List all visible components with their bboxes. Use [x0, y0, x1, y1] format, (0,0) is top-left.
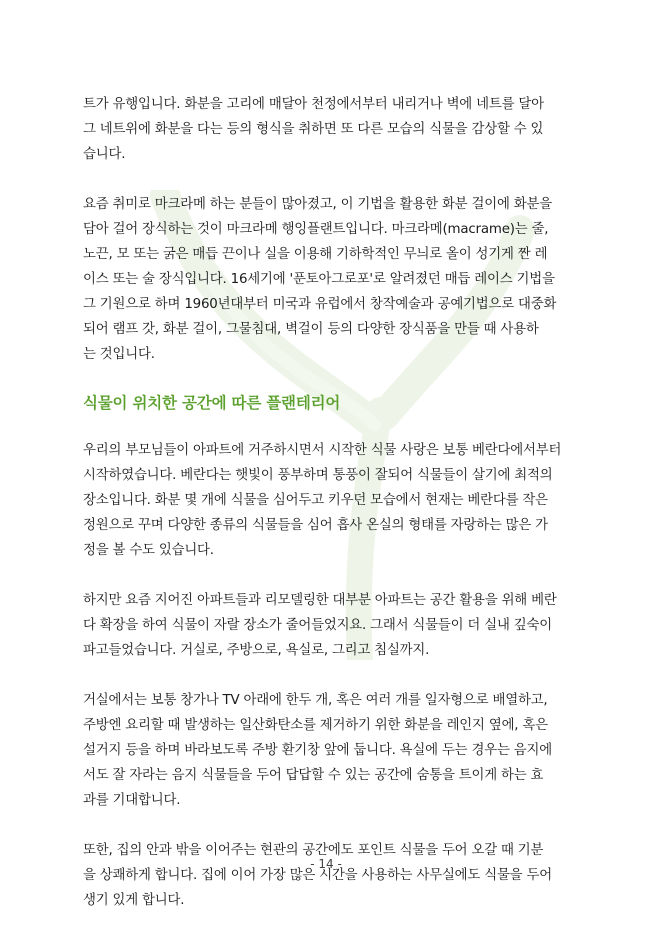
text-line: 되어 램프 갓, 화분 걸이, 그물침대, 벽걸이 등의 다양한 장식품을 만들 때 사용하 — [83, 322, 539, 337]
text-line: 정원으로 꾸며 다양한 종류의 식물들을 심어 흡사 온실의 형태를 자랑하는 많은 가 — [83, 518, 548, 533]
document-body — [83, 92, 573, 938]
text-line: 요즘 취미로 마크라메 하는 분들이 많아졌고, 이 기법을 활용한 화분 걸이에 화분을 — [83, 197, 552, 212]
paragraph — [83, 688, 573, 813]
page-number: - 14 - — [310, 857, 342, 871]
paragraph — [83, 838, 573, 913]
bottom-paragraphs — [83, 438, 573, 913]
text-line: 또한, 집의 안과 밖을 이어주는 현관의 공간에도 포인트 식물을 두어 오갈 때 기분 — [83, 843, 544, 858]
paragraph — [83, 92, 573, 167]
paragraph — [83, 588, 573, 663]
text-line: 시작하였습니다. 베란다는 햇빛이 풍부하며 통풍이 잘되어 식물들이 살기에 최적의 — [83, 468, 553, 483]
text-line: 과를 기대합니다. — [83, 793, 181, 808]
text-line: 거실에서는 보통 창가나 TV 아래에 한두 개, 혹은 여러 개를 일자형으로 배열하고, — [83, 693, 548, 708]
text-line: 습니다. — [83, 147, 126, 162]
text-line: 이스 또는 술 장식입니다. 16세기에 '푼토아그로포'로 알려졌던 매듭 레이스 기법을 — [83, 272, 555, 287]
text-line: 을 상쾌하게 합니다. 집에 이어 가장 많은 시간을 사용하는 사무실에도 식물을 두어 — [83, 868, 552, 883]
text-line: 그 네트위에 화분을 다는 등의 형식을 취하면 또 다른 모습의 식물을 감상할 수 있 — [83, 122, 544, 137]
text-line: 는 것입니다. — [83, 347, 155, 362]
paragraph — [83, 438, 573, 563]
text-line: 설거지 등을 하며 바라보도록 주방 환기창 앞에 둡니다. 욕실에 두는 경우는 음지에 — [83, 743, 552, 758]
section-heading: 식물이 위치한 공간에 따른 플랜테리어 — [83, 394, 341, 412]
text-line: 그 기원으로 하며 1960년대부터 미국과 유럽에서 창작예술과 공예기법으로 대중화 — [83, 297, 557, 312]
top-paragraphs — [83, 92, 573, 367]
text-line: 서도 잘 자라는 음지 식물들을 두어 답답할 수 있는 공간에 숨통을 트이게 하는 효 — [83, 768, 544, 783]
text-line: 정을 볼 수도 있습니다. — [83, 543, 214, 558]
text-line: 파고들었습니다. 거실로, 주방으로, 욕실로, 그리고 침실까지. — [83, 643, 430, 658]
text-line: 다 확장을 하여 식물이 자랄 장소가 줄어들었지요. 그래서 식물들이 더 실내 깊숙이 — [83, 618, 552, 633]
paragraph — [83, 192, 573, 367]
text-line: 트가 유행입니다. 화분을 고리에 매달아 천정에서부터 내리거나 벽에 네트를 달아 — [83, 97, 544, 112]
text-line: 하지만 요즘 지어진 아파트들과 리모델링한 대부분 아파트는 공간 활용을 위해 베란 — [83, 593, 557, 608]
text-line: 주방엔 요리할 때 발생하는 일산화탄소를 제거하기 위한 화분을 레인지 옆에, 혹은 — [83, 718, 548, 733]
text-line: 장소입니다. 화분 몇 개에 식물을 심어두고 키우던 모습에서 현재는 베란다를 작은 — [83, 493, 548, 508]
text-line: 생기 있게 합니다. — [83, 893, 185, 908]
text-line: 우리의 부모님들이 아파트에 거주하시면서 시작한 식물 사랑은 보통 베란다에서부터 — [83, 443, 562, 458]
text-line: 노끈, 모 또는 굵은 매듭 끈이나 실을 이용해 기하학적인 무늬로 올이 성기게 짠 레 — [83, 247, 548, 262]
text-line: 담아 걸어 장식하는 것이 마크라메 행잉플랜트입니다. 마크라메(macrame)는 줄, — [83, 222, 549, 237]
